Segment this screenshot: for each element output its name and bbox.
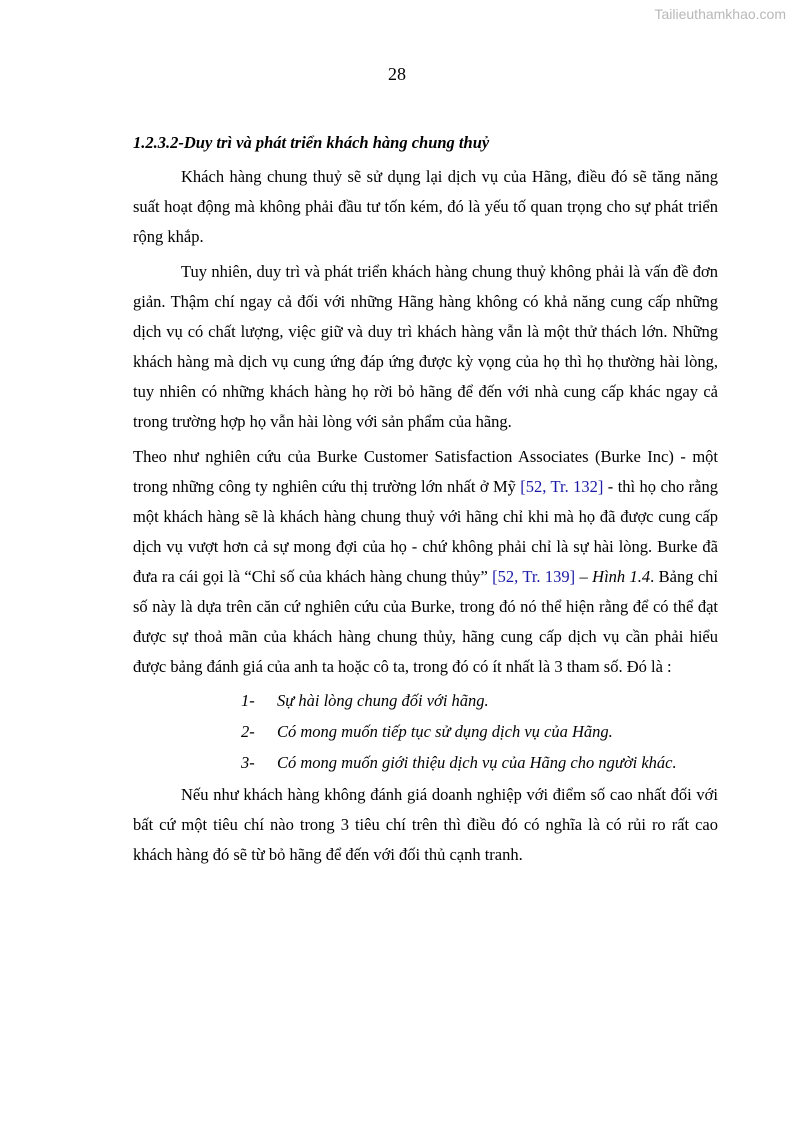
paragraph-3-text-d: . Bảng chỉ số này là dựa trên căn cứ nghiên cứu của Burke, trong đó nó thể hiện rằng để có thể đạt được sự thoả mãn của khách hàng chung thủy, hãng cung cấp dịch vụ cần phải hiểu được bảng đánh giá của anh ta hoặc cô ta, trong đó có ít nhất là 3 tham số. Đó là :	[133, 567, 719, 676]
citation-link[interactable]: [52, Tr. 139]	[492, 567, 576, 586]
citation-link[interactable]: [52, Tr. 132]	[520, 477, 604, 496]
list-item-number: 1-	[241, 691, 255, 710]
document-body	[133, 130, 718, 870]
page-number: 28	[388, 64, 406, 84]
paragraph-4: Nếu như khách hàng không đánh giá doanh nghiệp với điểm số cao nhất đối với bất cứ một tiêu chí nào trong 3 tiêu chí trên thì điều đó có nghĩa là có rủi ro rất cao khách hàng đó sẽ từ bỏ hãng để đến với đối thủ cạnh tranh.	[133, 785, 718, 864]
paragraph-3-text-b: - thì họ cho rằng một khách hàng sẽ là khách hàng chung thuỷ với hãng chỉ khi mà họ đã được cung cấp dịch vụ vượt hơn cả sự mong đợi của họ - chứ không phải chỉ là sự hài lòng. Burke đã đưa ra cái gọi là “Chỉ số của khách hàng chung thủy”	[133, 477, 718, 586]
paragraph-2: Tuy nhiên, duy trì và phát triển khách hàng chung thuỷ không phải là vấn đề đơn giản. Thậm chí ngay cả đối với những Hãng hàng không có khả năng cung cấp những dịch vụ có chất lượng, việc giữ và duy trì khách hàng vẫn là một thử thách lớn. Những khách hàng mà dịch vụ cung ứng đáp ứng được kỳ vọng của họ thì họ thường hài lòng, tuy nhiên có những khách hàng họ rời bỏ hãng để đến với nhà cung cấp khác ngay cả trong trường hợp họ vẫn hài lòng với sản phẩm của hãng.	[133, 262, 718, 431]
section-heading: 1.2.3.2-Duy trì và phát triển khách hàng chung thuỷ	[133, 133, 490, 152]
list-item-text: Sự hài lòng chung đối với hãng.	[277, 691, 489, 710]
paragraph-1: Khách hàng chung thuỷ sẽ sử dụng lại dịch vụ của Hãng, điều đó sẽ tăng năng suất hoạt động mà không phải đầu tư tốn kém, đó là yếu tố quan trọng cho sự phát triển rộng khắp.	[133, 167, 718, 246]
paragraph-3-text-c: –	[575, 567, 593, 586]
list-item	[133, 747, 718, 778]
list-item	[133, 716, 718, 747]
watermark: Tailieuthamkhao.com	[654, 6, 786, 22]
list-item-text: Có mong muốn giới thiệu dịch vụ của Hãng cho người khác.	[277, 753, 677, 772]
paragraph-3-text-a: Theo như nghiên cứu của Burke Customer Satisfaction Associates (Burke Inc) - một trong những công ty nghiên cứu thị trường lớn nhất ở Mỹ	[133, 447, 718, 496]
figure-reference: Hình 1.4	[592, 567, 651, 586]
list-item-text: Có mong muốn tiếp tục sử dụng dịch vụ của Hãng.	[277, 722, 613, 741]
list-item	[133, 685, 718, 716]
list-item-number: 2-	[241, 722, 255, 741]
list-item-number: 3-	[241, 753, 255, 772]
paragraph-3	[133, 442, 718, 682]
criteria-list	[133, 685, 718, 778]
